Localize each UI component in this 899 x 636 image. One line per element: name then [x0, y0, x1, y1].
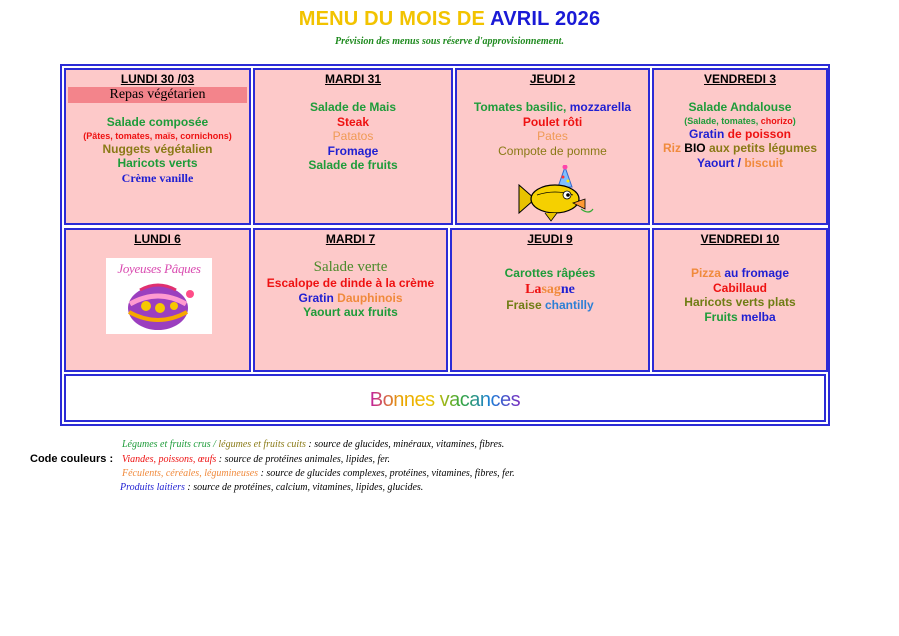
- cell-vendredi-3: [652, 68, 828, 225]
- legend-desc: : source de glucides complexes, protéines, vitamines, fibres, fer.: [260, 468, 515, 479]
- menu-item: [654, 266, 826, 281]
- menu-item: [457, 100, 648, 115]
- menu-item: Steak: [336, 114, 370, 129]
- menu-item: Salade Andalouse: [688, 100, 792, 114]
- day-label: VENDREDI 3: [703, 72, 777, 86]
- menu-item: [654, 127, 826, 142]
- legend-label: Code couleurs :: [30, 453, 114, 465]
- cell-mardi-7: [253, 228, 448, 372]
- menu-item-part: Gratin: [298, 290, 334, 305]
- menu-item-part: aux petits légumes: [708, 141, 818, 155]
- menu-item-part: ne: [560, 281, 575, 297]
- day-label: LUNDI 30 /03: [120, 72, 195, 86]
- legend-row-vegetables: [122, 439, 504, 450]
- day-label: MARDI 7: [325, 232, 376, 246]
- menu-item-part: chantilly: [545, 297, 594, 312]
- menu-item-part: au fromage: [724, 266, 790, 280]
- title-month-value: AVRIL 2026: [490, 8, 601, 30]
- menu-item: Cabillaud: [712, 280, 767, 295]
- menu-item: Crème vanille: [121, 170, 194, 185]
- menu-item: Pates: [537, 129, 568, 143]
- legend-desc: : source de protéines, calcium, vitamines, lipides, glucides.: [187, 482, 424, 493]
- menu-item: Nuggets végétalien: [102, 141, 213, 156]
- menu-item-part: Pizza: [690, 266, 721, 280]
- menu-item-part: de poisson: [727, 126, 792, 141]
- legend-term: Légumes et fruits crus: [122, 439, 211, 450]
- menu-item-part: biscuit: [744, 155, 784, 170]
- title-month-label: MENU DU MOIS DE: [298, 8, 486, 30]
- legend-row-dairy: [120, 482, 423, 493]
- legend-term: Féculents, céréales, légumineuses: [122, 468, 259, 479]
- vacances-banner: [66, 389, 824, 412]
- cell-vendredi-10: [652, 228, 828, 372]
- menu-item: [452, 298, 648, 313]
- menu-item: Haricots verts: [117, 156, 198, 170]
- menu-item-part: chorizo: [760, 115, 793, 126]
- menu-item: Yaourt aux fruits: [303, 305, 398, 319]
- vacances-row: [64, 374, 826, 422]
- party-fish-icon: [515, 165, 595, 225]
- legend-desc: : source de protéines animales, lipides, fer.: [218, 454, 390, 465]
- menu-item: Haricots verts plats: [684, 295, 796, 309]
- menu-item-part: BIO: [684, 141, 706, 155]
- legend-term: légumes et fruits cuits: [218, 439, 306, 450]
- menu-item: Compote de pomme: [498, 143, 607, 158]
- menu-item: [654, 156, 826, 171]
- day-label: JEUDI 9: [527, 232, 573, 246]
- cell-mardi-31: [253, 68, 453, 225]
- legend-term: /: [213, 439, 216, 450]
- menu-item: Fromage: [327, 143, 379, 158]
- menu-item: [654, 141, 826, 156]
- menu-item: Salade composée: [106, 115, 209, 129]
- menu-item-detail: (Pâtes, tomates, maïs, cornichons): [83, 130, 232, 141]
- menu-item: [654, 310, 826, 325]
- menu-item-detail: [654, 115, 826, 127]
- menu-item-part: Fraise: [506, 297, 542, 312]
- menu-item-part: Gratin: [688, 126, 725, 141]
- cell-jeudi-2: [455, 68, 650, 225]
- menu-item: Salade verte: [313, 259, 388, 275]
- page-title: [0, 8, 899, 31]
- legend-row-starches: [122, 468, 515, 479]
- cell-lundi-30: [64, 68, 251, 225]
- menu-item-part: ): [792, 115, 796, 126]
- menu-item: Escalope de dinde à la crème: [266, 276, 435, 290]
- day-label: MARDI 31: [324, 72, 381, 86]
- legend-term: Viandes, poissons, œufs: [122, 454, 217, 465]
- page-subtitle: Prévision des menus sous réserve d'approvisionnement.: [335, 36, 564, 47]
- menu-item-part: Riz: [662, 141, 681, 155]
- easter-egg-icon: [106, 278, 212, 334]
- vegetarian-banner: Repas végétarien: [68, 87, 247, 103]
- easter-greeting: Joyeuses Pâques: [117, 261, 201, 276]
- legend-row-proteins: [122, 454, 390, 465]
- day-label: VENDREDI 10: [700, 232, 780, 246]
- day-label: JEUDI 2: [529, 72, 576, 86]
- menu-item-part: melba: [741, 309, 776, 324]
- easter-card: [106, 258, 212, 334]
- menu-item: [255, 291, 446, 306]
- menu-item-part: Yaourt /: [696, 155, 741, 170]
- menu-item-part: (Salade, tomates,: [684, 115, 759, 126]
- menu-item: Carottes râpées: [504, 266, 596, 280]
- menu-item: [452, 281, 648, 298]
- menu-frame: [60, 64, 830, 426]
- legend-desc: : source de glucides, minéraux, vitamines, fibres.: [308, 439, 505, 450]
- cell-lundi-6: [64, 228, 251, 372]
- menu-item: Salade de Mais: [309, 100, 397, 114]
- menu-item-part: Dauphinois: [337, 290, 403, 305]
- menu-item-part: La: [525, 281, 542, 297]
- menu-item: Poulet rôti: [522, 114, 583, 129]
- day-label: LUNDI 6: [134, 232, 181, 246]
- vacances-text: Bonnes vacances: [369, 389, 521, 411]
- menu-item: Salade de fruits: [308, 158, 398, 172]
- legend-term: Produits laitiers: [120, 482, 185, 493]
- cell-jeudi-9: [450, 228, 650, 372]
- menu-item: Patatos: [332, 129, 374, 143]
- menu-item-part: Tomates basilic,: [473, 100, 567, 114]
- menu-item-part: Fruits: [704, 309, 738, 324]
- menu-item-part: sag: [541, 281, 561, 297]
- menu-item-part: mozzarella: [569, 100, 632, 114]
